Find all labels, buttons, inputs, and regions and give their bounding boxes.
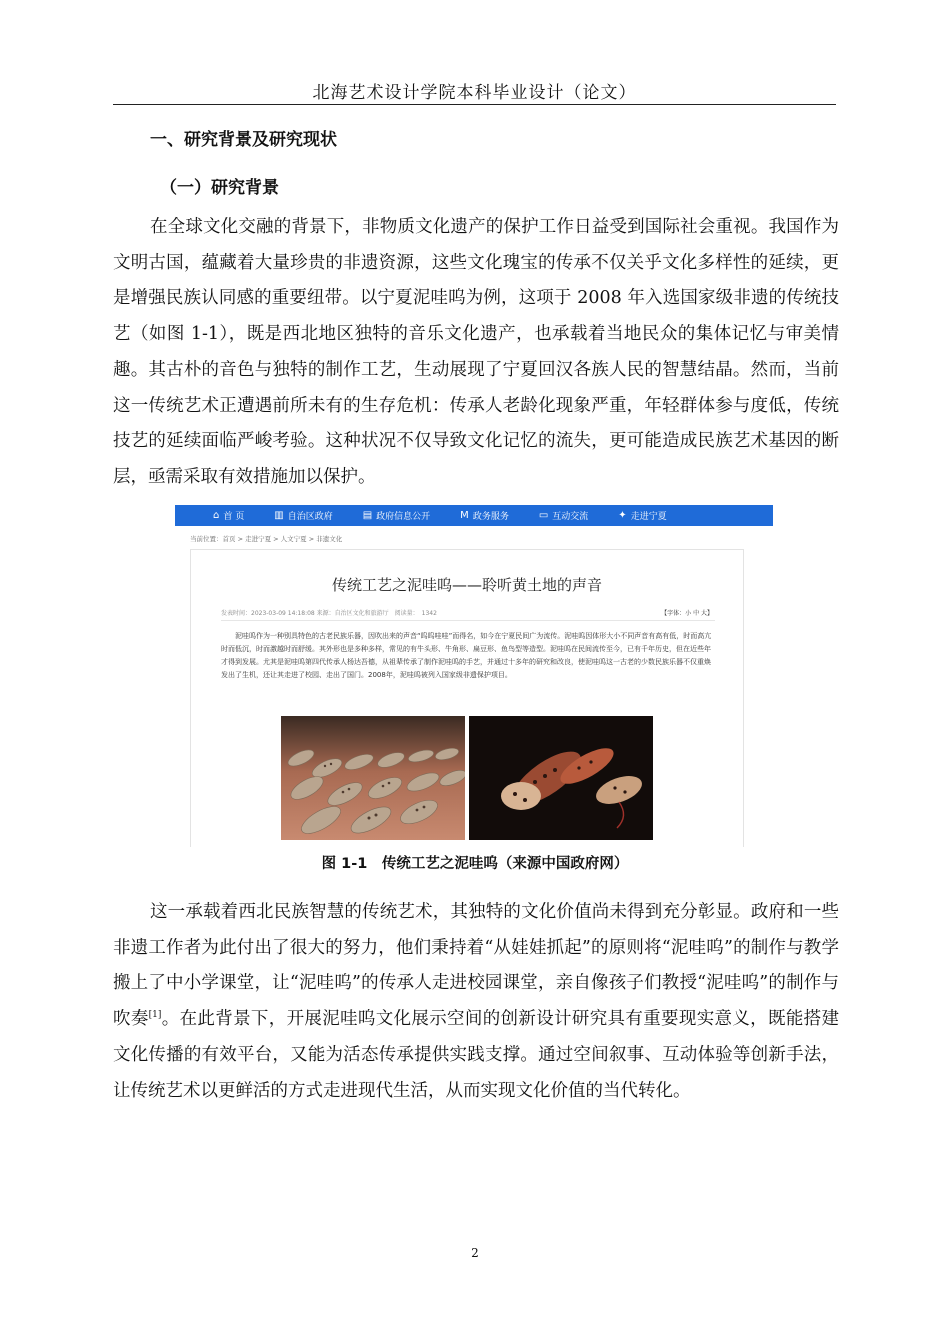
pin-icon: ✦ (618, 510, 627, 521)
section-heading: 一、研究背景及研究现状 (150, 130, 337, 150)
page-number: 2 (471, 1246, 479, 1260)
document-icon: ▤ (362, 510, 373, 521)
paragraph-significance: 这一承载着西北民族智慧的传统艺术，其独特的文化价值尚未得到充分彰显。政府和一些非遗工作者为此付出了很大的努力，他们秉持着“从娃娃抓起”的原则将“泥哇呜”的制作与教学搬上了中小学课堂，让“泥哇呜”的传承人走进校园课堂，亲自像孩子们教授“泥哇呜”的制作与吹奏[1]。在此背景下，开展泥哇呜文化展示空间的创新设计研究具有重要现实意义，既能搭建文化传播的有效平台，又能为活态传承提供实践支撑。通过空间叙事、互动体验等创新手法，让传统艺术以更鲜活的方式走进现代生活，从而实现文化价值的当代转化。 (113, 902, 840, 1101)
figure-caption: 图 1-1 传统工艺之泥哇呜（来源中国政府网） (321, 856, 629, 872)
site-nav-bar (175, 505, 773, 526)
citation-ref[interactable]: [1] (148, 1010, 162, 1021)
article-panel (190, 549, 744, 847)
article-divider (221, 620, 715, 621)
subsection-heading: （一）研究背景 (160, 178, 279, 198)
paragraph-background: 在全球文化交融的背景下，非物质文化遗产的保护工作日益受到国际社会重视。我国作为文明古国，蕴藏着大量珍贵的非遗资源，这些文化瑰宝的传承不仅关乎文化多样性的延续，更是增强民族认同感的重要纽带。以宁夏泥哇呜为例，这项于 2008 年入选国家级非遗的传统技艺（如图 1-1），既是西北地区独特的音乐文化遗产，也承载着当地民众的集体记忆与审美情趣。其古朴的音色与独特的制作工艺，生动展现了宁夏回汉各族人民的智慧结晶。然而，当前这一传统艺术正遭遇前所未有的生存危机：传承人老龄化现象严重，年轻群体参与度低，传统技艺的延续面临严峻考验。这种状况不仅导致文化记忆的流失，更可能造成民族艺术基因的断层，亟需采取有效措施加以保护。 (113, 217, 839, 487)
home-icon: ⌂ (213, 510, 220, 521)
photo-ocarinas-dark (469, 716, 653, 840)
article-title: 传统工艺之泥哇呜——聆听黄土地的声音 (331, 576, 602, 594)
nav-item-government[interactable]: ▥ 自治区政府 (274, 510, 333, 522)
figure-website-screenshot (175, 505, 773, 847)
nav-item-interaction[interactable]: ▭ 互动交流 (538, 510, 589, 522)
running-header: 北海艺术设计学院本科毕业设计（论文） (312, 83, 637, 103)
government-icon: ▥ (274, 510, 284, 521)
service-icon: M (460, 510, 469, 521)
nav-item-services[interactable]: M 政务服务 (460, 510, 509, 522)
nav-item-ningxia[interactable]: ✦ 走进宁夏 (618, 510, 667, 522)
nav-item-home[interactable]: ⌂ 首 页 (213, 510, 245, 522)
article-meta: 发表时间：2023-03-09 14:18:08 来源：自治区文化和旅游厅 阅读量： 1342 (221, 610, 437, 617)
header-rule (113, 104, 836, 105)
chat-icon: ▭ (538, 510, 549, 521)
breadcrumb: 当前位置：首页 > 走进宁夏 > 人文宁夏 > 非遗文化 (190, 535, 343, 543)
font-size-control[interactable]: 【字体：小 中 大】 (661, 610, 713, 617)
article-body: 泥哇呜作为一种别具特色的古老民族乐器，因吹出来的声音“呜呜哇哇”而得名，如今在宁夏民间广为流传。泥哇呜因体形大小不同声音有高有低，时而高亢时而低沉，时而激越时而舒缓。其外形也是多种多样，常见的有牛头形、牛角形、扁豆形、鱼鸟型等造型。泥哇呜在民间流传至今，已有千年历史，但在近些年才得到发展。尤其是泥哇呜第四代传承人杨达吾德，从祖辈传承了制作泥哇呜的手艺，并通过十多年的研究和改良，使泥哇呜这一古老的少数民族乐器不仅重焕发出了生机，还让其走进了校园、走出了国门。2008年，泥哇呜被列入国家级非遗保护项目。 (221, 632, 712, 679)
photo-clay-ocarinas-drying (281, 716, 465, 840)
nav-item-info[interactable]: ▤ 政府信息公开 (362, 510, 431, 522)
